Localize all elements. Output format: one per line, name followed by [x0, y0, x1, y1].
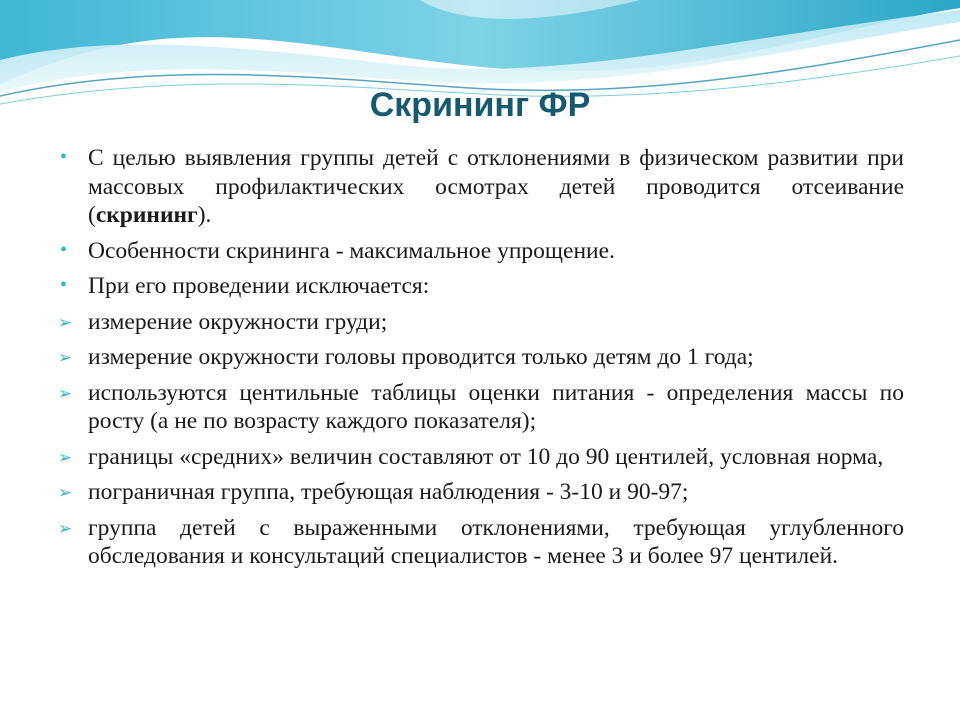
arrow-bullet-icon: ➢ — [58, 312, 73, 332]
list-item — [58, 443, 904, 472]
list-item — [58, 144, 904, 230]
list-item-text: При его проведении исключается: — [88, 273, 430, 299]
list-item — [58, 379, 904, 436]
arrow-bullet-icon: ➢ — [58, 518, 73, 538]
list-item — [58, 478, 904, 507]
list-item-text: Особенности скрининга - максимальное упрощение. — [88, 237, 615, 264]
list-item — [58, 272, 904, 301]
emphasis-text: скрининг — [95, 202, 198, 228]
slide-title: Скрининг ФР — [369, 86, 591, 124]
list-item-text: пограничная группа, требующая наблюдения - 3-10 и 90-97; — [88, 479, 689, 505]
bullet-list — [58, 144, 904, 578]
list-item — [58, 237, 904, 266]
list-item-text: границы «средних» величин составляют от 10 до 90 центилей, условная норма, — [88, 443, 884, 470]
bullet-icon: • — [60, 238, 68, 261]
list-item-text: группа детей с выраженными отклонениями, требующая углубленного обследования и консультаций специалистов - менее 3 и более 97 центилей. — [88, 514, 904, 569]
list-item-text: измерение окружности груди; — [88, 308, 388, 335]
arrow-bullet-icon: ➢ — [58, 483, 73, 502]
arrow-bullet-icon: ➢ — [58, 348, 73, 367]
list-item-text: используются центильные таблицы оценки питания - определения массы по росту (а не по возрасту каждого показателя); — [88, 379, 904, 434]
list-item — [58, 308, 904, 337]
list-item — [58, 343, 904, 372]
arrow-bullet-icon: ➢ — [58, 447, 73, 467]
bullet-icon: • — [60, 146, 68, 168]
list-item — [58, 514, 904, 571]
bullet-icon: • — [60, 274, 68, 296]
list-item-text: С целью выявления группы детей с отклонениями в физическом развитии при массовых профилактических осмотрах детей проводится отсеивание (скрининг). — [88, 145, 904, 228]
arrow-bullet-icon: ➢ — [58, 383, 73, 403]
list-item-text: измерение окружности головы проводится только детям до 1 года; — [88, 344, 754, 370]
